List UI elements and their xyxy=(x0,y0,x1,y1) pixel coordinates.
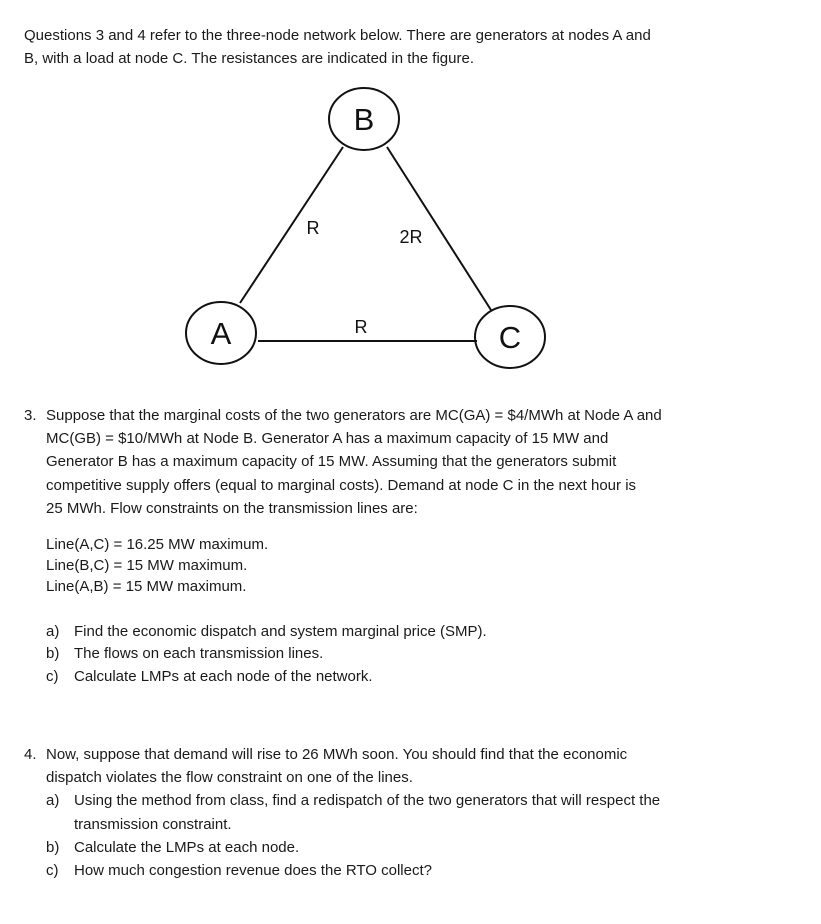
node-c-label: C xyxy=(498,320,522,355)
network-diagram xyxy=(0,0,821,380)
constraint-ac: Line(A,C) = 16.25 MW maximum. xyxy=(46,536,269,553)
q4-line-1: Now, suppose that demand will rise to 26 MWh soon. You should find that the economic xyxy=(46,746,628,763)
intro-line-2: B, with a load at node C. The resistances are indicated in the figure. xyxy=(24,50,474,67)
q3-part-b-label: b) xyxy=(46,645,60,662)
q4-part-c-label: c) xyxy=(46,862,59,879)
label-ac: R xyxy=(354,317,368,337)
node-a-label: A xyxy=(210,316,232,351)
q3-part-b-text: The flows on each transmission lines. xyxy=(74,645,324,662)
q3-line-1: Suppose that the marginal costs of the two generators are MC(GA) = $4/MWh at Node A and xyxy=(46,407,662,424)
q4-line-2: dispatch violates the flow constraint on one of the lines. xyxy=(46,769,413,786)
q3-line-3: Generator B has a maximum capacity of 15 MW. Assuming that the generators submit xyxy=(46,453,617,470)
q3-part-a-text: Find the economic dispatch and system marginal price (SMP). xyxy=(74,623,487,640)
q3-part-a-label: a) xyxy=(46,623,60,640)
q3-part-c-label: c) xyxy=(46,668,59,685)
q3-part-c-text: Calculate LMPs at each node of the network. xyxy=(74,668,373,685)
node-b-label: B xyxy=(353,102,375,137)
q3-number: 3. xyxy=(24,407,37,424)
q3-line-2: MC(GB) = $10/MWh at Node B. Generator A has a maximum capacity of 15 MW and xyxy=(46,430,609,447)
label-bc: 2R xyxy=(399,227,423,247)
q3-line-5: 25 MWh. Flow constraints on the transmission lines are: xyxy=(46,500,418,517)
q3-line-4: competitive supply offers (equal to marginal costs). Demand at node C in the next hour is xyxy=(46,477,637,494)
label-ab: R xyxy=(306,218,320,238)
q4-part-a-label: a) xyxy=(46,792,60,809)
q4-part-c-text: How much congestion revenue does the RTO collect? xyxy=(74,862,432,879)
q4-part-a-text-2: transmission constraint. xyxy=(74,816,232,833)
intro-line-1: Questions 3 and 4 refer to the three-node network below. There are generators at nodes A and xyxy=(24,27,651,44)
line-ab xyxy=(240,147,343,303)
q4-number: 4. xyxy=(24,746,37,763)
q4-part-b-label: b) xyxy=(46,839,60,856)
q4-part-a-text: Using the method from class, find a redispatch of the two generators that will respect the xyxy=(74,792,661,809)
q4-part-b-text: Calculate the LMPs at each node. xyxy=(74,839,300,856)
constraint-bc: Line(B,C) = 15 MW maximum. xyxy=(46,557,248,574)
constraint-ab: Line(A,B) = 15 MW maximum. xyxy=(46,578,247,595)
